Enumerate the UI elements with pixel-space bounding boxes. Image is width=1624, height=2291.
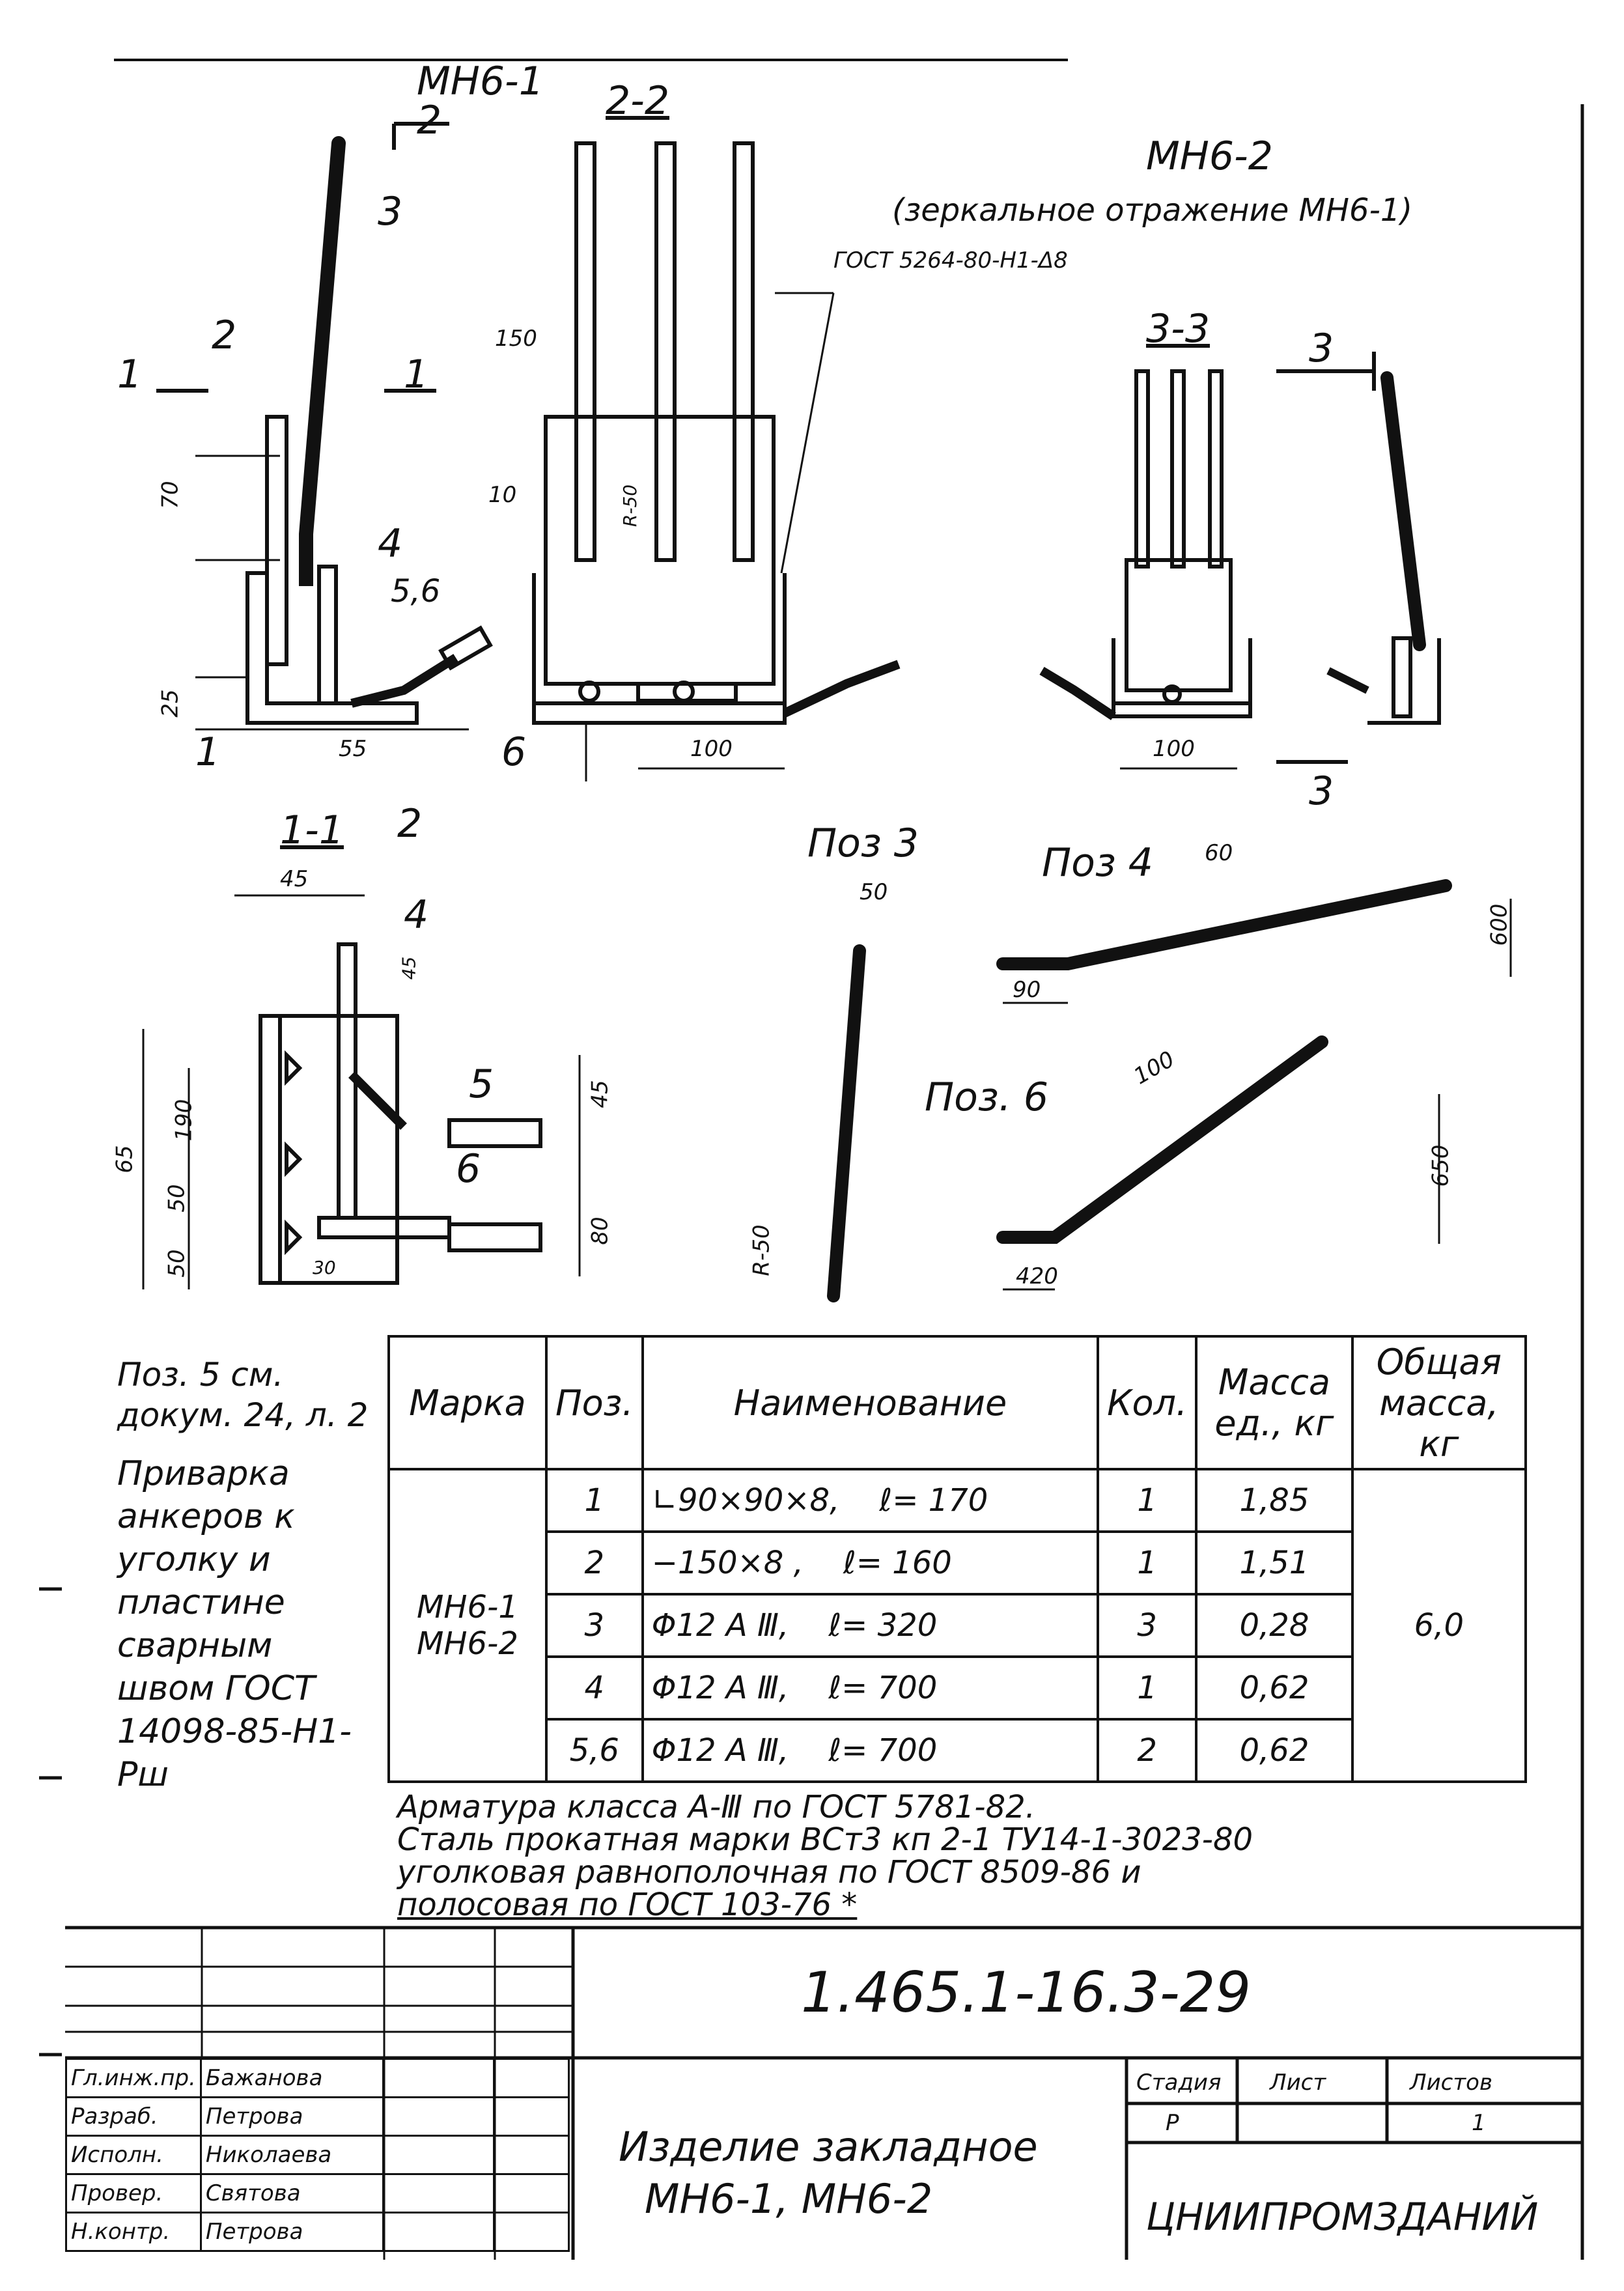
staff-row <box>66 2136 569 2174</box>
staff-signature <box>383 2136 494 2174</box>
note-line: Сталь прокатная марки ВСт3 кп 2-1 ТУ14-1-3023-80 <box>397 1821 1253 1858</box>
pos-callout-1: 1 <box>195 729 221 775</box>
cut-mark-1-right: 1 <box>404 352 429 397</box>
spec-header-name: Наименование <box>643 1336 1098 1469</box>
spec-pos: 5,6 <box>546 1719 643 1782</box>
spec-header-total-mass: Общая масса, кг <box>1352 1336 1526 1469</box>
spec-qty: 2 <box>1098 1719 1196 1782</box>
staff-role: Разраб. <box>66 2098 201 2136</box>
staff-role: Гл.инж.пр. <box>66 2059 201 2098</box>
spec-mass: 0,62 <box>1196 1719 1352 1782</box>
spec-qty: 1 <box>1098 1532 1196 1594</box>
cut-mark-1-left: 1 <box>117 352 143 397</box>
dim-50-b: 50 <box>163 1184 190 1213</box>
section-3-3-label: 3-3 <box>1146 306 1210 352</box>
staff-date <box>494 2213 568 2251</box>
sheet-label: Лист <box>1270 2070 1326 2096</box>
staff-signature <box>383 2059 494 2098</box>
spec-mass: 0,62 <box>1196 1657 1352 1719</box>
spec-name-length: ℓ= 700 <box>828 1732 938 1769</box>
dim-50-pos6: 420 <box>1016 1263 1058 1289</box>
spec-name-profile: Φ12 A Ⅲ, <box>651 1607 789 1644</box>
side-note-ref: Поз. 5 см. докум. 24, л. 2 <box>117 1356 369 1434</box>
spec-qty: 3 <box>1098 1594 1196 1657</box>
spec-mass: 0,28 <box>1196 1594 1352 1657</box>
pos3-label: Поз 3 <box>807 821 919 866</box>
sheets-value: 1 <box>1472 2110 1486 2136</box>
spec-name-profile: −150×8 , <box>651 1545 804 1581</box>
spec-name-profile: Φ12 A Ⅲ, <box>651 1670 789 1706</box>
staff-role: Провер. <box>66 2174 201 2213</box>
pos-callout-6-section: 6 <box>456 1146 481 1192</box>
dim-190: 65 <box>111 1145 138 1174</box>
pos-callout-6: 6 <box>501 729 527 775</box>
side-note-welding: Приварка анкеров к уголку и пластине сварным швом ГОСТ 14098-85-Н1-Рш <box>117 1454 352 1794</box>
staff-row <box>66 2098 569 2136</box>
staff-signature <box>383 2098 494 2136</box>
dim-45-small: 45 <box>398 956 420 980</box>
dim-r50-1-1: 30 <box>313 1257 336 1278</box>
spec-mass: 1,51 <box>1196 1532 1352 1594</box>
label-mnb1: МН6-1 <box>417 59 544 104</box>
pos-callout-3: 3 <box>378 189 403 234</box>
section-1-1-label: 1-1 <box>280 808 344 853</box>
staff-signature <box>383 2174 494 2213</box>
staff-date <box>494 2136 568 2174</box>
staff-role: Н.контр. <box>66 2213 201 2251</box>
staff-role: Исполн. <box>66 2136 201 2174</box>
spec-name-profile: Φ12 A Ⅲ, <box>651 1732 789 1769</box>
mnb2-title: МН6-2 <box>1146 134 1273 179</box>
spec-marka-cell: МН6-1 МН6-2 <box>389 1469 546 1782</box>
spec-pos: 2 <box>546 1532 643 1594</box>
dim-150: 150 <box>495 326 537 352</box>
staff-row <box>66 2174 569 2213</box>
dim-100-2-2: 100 <box>690 736 733 762</box>
spec-name-length: ℓ= 170 <box>879 1482 988 1519</box>
staff-row <box>66 2059 569 2098</box>
mnb2-mirror-note: (зеркальное отражение МН6-1) <box>892 192 1413 229</box>
title-line-2: МН6-1, МН6-2 <box>645 2175 933 2223</box>
stage-value: Р <box>1166 2110 1179 2136</box>
spec-name-length: ℓ= 320 <box>828 1607 938 1644</box>
spec-qty: 1 <box>1098 1657 1196 1719</box>
staff-name: Бажанова <box>201 2059 383 2098</box>
spec-name-length: ℓ= 160 <box>843 1545 952 1581</box>
staff-date <box>494 2174 568 2213</box>
staff-name: Николаева <box>201 2136 383 2174</box>
document-number: 1.465.1-16.3-29 <box>801 1960 1252 2025</box>
note-line: полосовая по ГОСТ 103-76 * <box>397 1887 858 1923</box>
spec-qty: 1 <box>1098 1469 1196 1532</box>
staff-date <box>494 2059 568 2098</box>
spec-header-marka: Марка <box>389 1336 546 1469</box>
title-line-1: Изделие закладное <box>619 2123 1038 2171</box>
pos-callout-5-6: 5,6 <box>391 573 441 610</box>
staff-name: Петрова <box>201 2213 383 2251</box>
dim-45-pos3: 50 <box>860 879 888 905</box>
stage-label: Стадия <box>1136 2070 1222 2096</box>
dim-100-3-3: 100 <box>1153 736 1195 762</box>
dim-420: 650 <box>1427 1144 1454 1187</box>
pos-callout-5-section: 5 <box>469 1061 494 1107</box>
section-2-2-label: 2-2 <box>606 78 669 124</box>
dim-25: 25 <box>157 689 184 718</box>
pos-callout-4: 4 <box>378 521 403 567</box>
staff-signature-table <box>65 2058 570 2252</box>
dim-650: 100 <box>1129 1046 1179 1090</box>
dim-55: 55 <box>339 736 367 762</box>
staff-signature <box>383 2213 494 2251</box>
dim-60: R-50 <box>748 1224 775 1276</box>
weld-standard-note: ГОСТ 5264-80-Н1-Δ8 <box>833 247 1068 274</box>
note-line: уголковая равнополочная по ГОСТ 8509-86 и <box>397 1854 1141 1890</box>
cut-mark-3-top: 3 <box>1309 326 1334 371</box>
pos6-label: Поз. 6 <box>925 1075 1049 1120</box>
organization-name: ЦНИИПРОМЗДАНИЙ <box>1146 2195 1539 2239</box>
spec-total-mass: 6,0 <box>1352 1469 1526 1782</box>
dim-90: 600 <box>1486 903 1513 946</box>
dim-100-pos4: 90 <box>1013 977 1041 1003</box>
spec-header-qty: Кол. <box>1098 1336 1196 1469</box>
spec-mass: 1,85 <box>1196 1469 1352 1532</box>
staff-name: Петрова <box>201 2098 383 2136</box>
dim-10: 10 <box>488 482 517 508</box>
spec-header-unit-mass: Масса ед., кг <box>1196 1336 1352 1469</box>
dim-600: 60 <box>1205 840 1233 866</box>
spec-header-pos: Поз. <box>546 1336 643 1469</box>
spec-name-length: ℓ= 700 <box>828 1670 938 1706</box>
pos-callout-2: 2 <box>212 313 237 358</box>
cut-mark-2-bottom: 2 <box>397 801 423 847</box>
staff-date <box>494 2098 568 2136</box>
dim-70: 70 <box>157 481 184 509</box>
dim-r50-2-2: R-50 <box>619 484 641 527</box>
dim-30: 50 <box>163 1249 190 1278</box>
sheets-label: Листов <box>1410 2070 1493 2096</box>
staff-row <box>66 2213 569 2251</box>
pos-callout-4-section: 4 <box>404 892 429 938</box>
dim-80: 45 <box>587 1080 613 1108</box>
staff-name: Святова <box>201 2174 383 2213</box>
spec-name-profile: ∟90×90×8, <box>651 1482 840 1519</box>
spec-pos: 3 <box>546 1594 643 1657</box>
dim-50-a: 190 <box>171 1099 197 1142</box>
spec-pos: 1 <box>546 1469 643 1532</box>
dim-65: 80 <box>587 1216 613 1245</box>
cut-mark-3-bottom: 3 <box>1309 768 1334 814</box>
note-line: Арматура класса А-Ⅲ по ГОСТ 5781-82. <box>397 1789 1035 1825</box>
spec-pos: 4 <box>546 1657 643 1719</box>
cut-mark-2-top: 2 <box>417 98 442 143</box>
pos4-label: Поз 4 <box>1042 840 1153 886</box>
dim-45-section: 45 <box>280 866 309 892</box>
